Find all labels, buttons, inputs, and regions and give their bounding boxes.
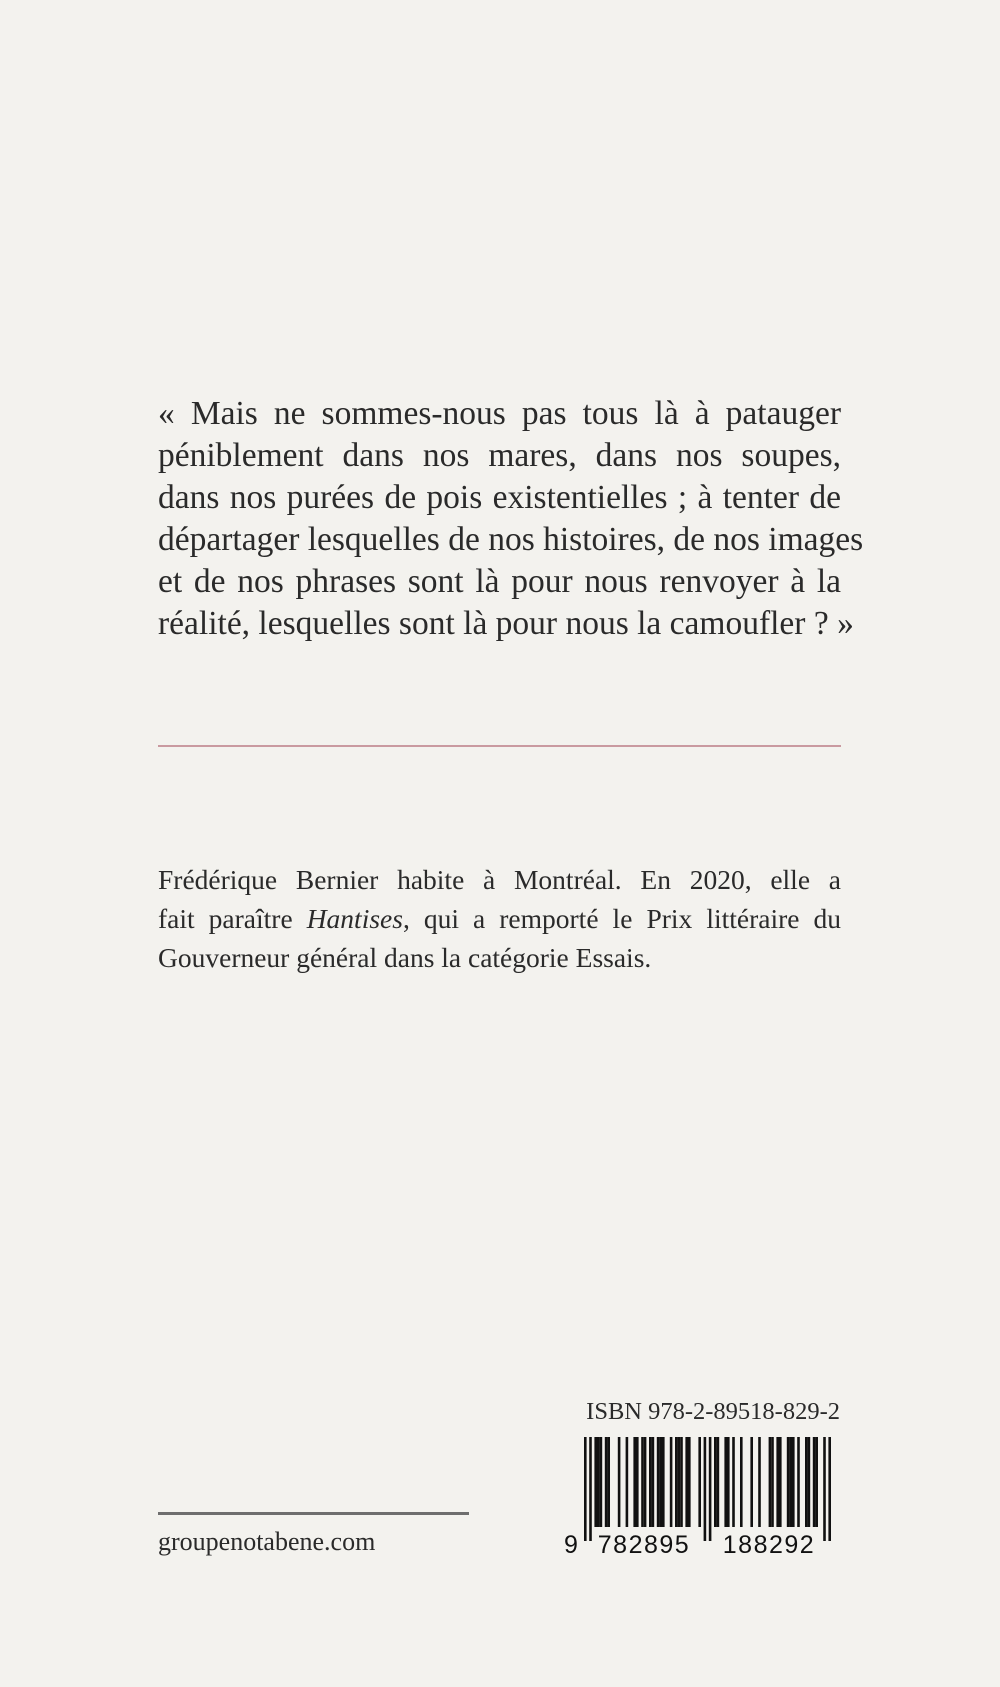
barcode-bar xyxy=(732,1437,735,1527)
barcode-bar xyxy=(823,1437,826,1541)
barcode-bar xyxy=(662,1437,665,1527)
barcode-bar xyxy=(678,1437,681,1527)
barcode-bar xyxy=(675,1437,678,1527)
barcode-bar xyxy=(649,1437,652,1527)
barcode-bar xyxy=(771,1437,774,1527)
barcode-bar xyxy=(727,1437,730,1527)
barcode-bar xyxy=(758,1437,761,1527)
barcode xyxy=(564,1437,842,1557)
quote-line: réalité, lesquelles sont là pour nous la camoufler ? » xyxy=(158,605,854,642)
barcode-bar xyxy=(633,1437,636,1527)
barcode-bar xyxy=(626,1437,629,1527)
quote-line: et de nos phrases sont là pour nous renvoyer à la xyxy=(158,563,841,600)
barcode-bar xyxy=(644,1437,647,1527)
barcode-bar xyxy=(657,1437,660,1527)
barcode-bar xyxy=(685,1437,688,1527)
isbn-label: ISBN 978-2-89518-829-2 xyxy=(586,1398,840,1425)
barcode-first-digit: 9 xyxy=(564,1531,578,1557)
barcode-bar xyxy=(670,1437,673,1527)
quote-line: dans nos purées de pois existentielles ; à tenter de xyxy=(158,479,841,516)
barcode-bar xyxy=(652,1437,655,1527)
barcode-bar xyxy=(659,1437,662,1527)
bio-text: fait paraître xyxy=(158,903,307,934)
barcode-bar xyxy=(704,1437,707,1541)
barcode-bar xyxy=(636,1437,639,1527)
barcode-bar xyxy=(607,1437,610,1527)
barcode-bar xyxy=(709,1437,712,1541)
barcode-bar xyxy=(688,1437,691,1527)
barcode-bar xyxy=(815,1437,818,1527)
quote-line: péniblement dans nos mares, dans nos soupes, xyxy=(158,437,841,474)
barcode-bar xyxy=(779,1437,782,1527)
barcode-bar xyxy=(605,1437,608,1527)
barcode-bar xyxy=(597,1437,600,1527)
accent-divider xyxy=(158,745,841,747)
barcode-bar xyxy=(594,1437,597,1527)
barcode-bar xyxy=(714,1437,717,1527)
bio-line xyxy=(158,899,841,938)
barcode-bar xyxy=(600,1437,603,1527)
barcode-bar xyxy=(717,1437,720,1527)
bio-text: , qui a remporté le Prix littéraire du xyxy=(402,903,841,934)
book-title: Hantises xyxy=(306,903,403,934)
barcode-bars xyxy=(584,1437,831,1541)
barcode-bar xyxy=(808,1437,811,1527)
barcode-bar xyxy=(680,1437,683,1527)
barcode-bar xyxy=(805,1437,808,1527)
barcode-bar xyxy=(698,1437,701,1527)
publisher-website[interactable]: groupenotabene.com xyxy=(158,1527,376,1556)
barcode-bar xyxy=(797,1437,800,1527)
barcode-bar xyxy=(740,1437,743,1527)
barcode-bar xyxy=(584,1437,587,1541)
barcode-bar xyxy=(724,1437,727,1527)
barcode-bar xyxy=(750,1437,753,1527)
barcode-bar xyxy=(813,1437,816,1527)
barcode-bar xyxy=(618,1437,621,1527)
quote-line: départager lesquelles de nos histoires, de nos images xyxy=(158,521,864,558)
barcode-bar xyxy=(789,1437,792,1527)
author-bio xyxy=(158,860,841,977)
footer-divider xyxy=(158,1512,469,1515)
barcode-bar xyxy=(641,1437,644,1527)
bio-line: Frédérique Bernier habite à Montréal. En 2020, elle a xyxy=(158,864,841,895)
barcode-bar xyxy=(828,1437,831,1541)
barcode-bar xyxy=(776,1437,779,1527)
barcode-bar xyxy=(769,1437,772,1527)
barcode-bar xyxy=(787,1437,790,1527)
barcode-left-digits: 782895 xyxy=(597,1531,691,1557)
quote-line: « Mais ne sommes-nous pas tous là à patauger xyxy=(158,395,841,432)
barcode-bar xyxy=(792,1437,795,1527)
barcode-right-digits: 188292 xyxy=(722,1531,816,1557)
bio-line: Gouverneur général dans la catégorie Essais. xyxy=(158,942,652,973)
barcode-bar xyxy=(589,1437,592,1541)
back-cover-quote xyxy=(158,393,864,645)
